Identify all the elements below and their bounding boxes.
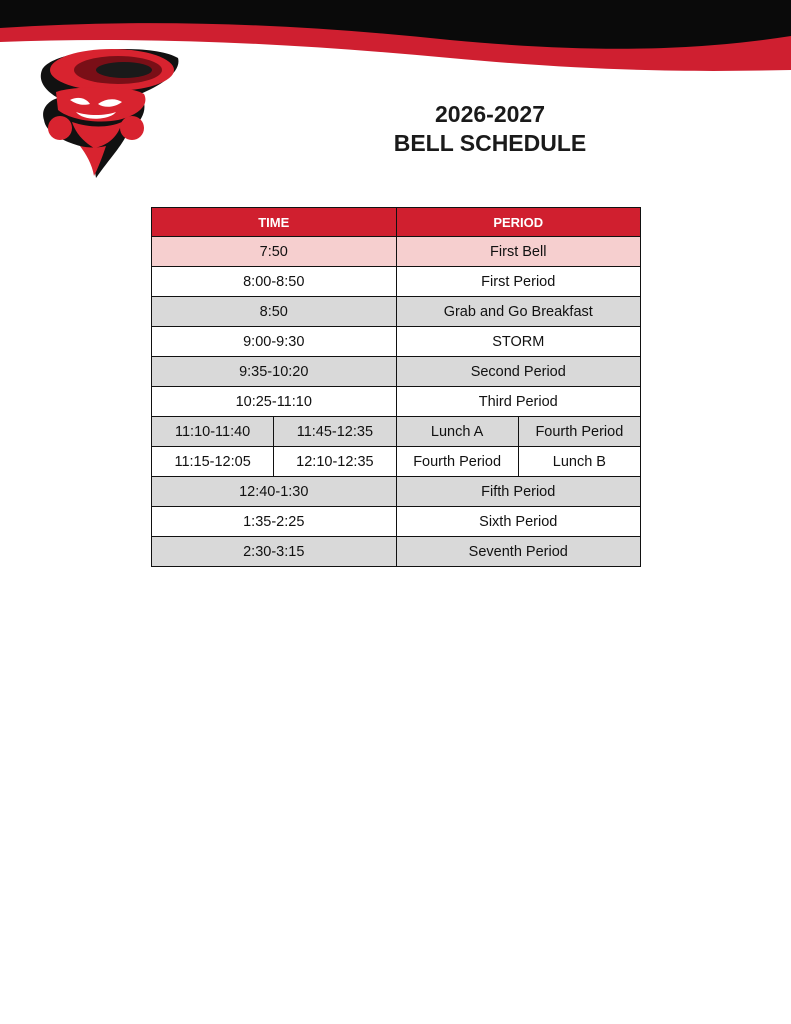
table-row-lunch-b	[152, 447, 641, 477]
period-cell: Fourth Period	[518, 417, 640, 447]
table-row	[152, 477, 641, 507]
time-cell: 1:35-2:25	[152, 507, 397, 537]
table-row	[152, 357, 641, 387]
period-cell: First Period	[396, 267, 641, 297]
page-title	[340, 100, 640, 158]
period-cell: Grab and Go Breakfast	[396, 297, 641, 327]
period-cell: Second Period	[396, 357, 641, 387]
period-cell: Seventh Period	[396, 537, 641, 567]
table-row	[152, 237, 641, 267]
period-cell: Lunch B	[518, 447, 640, 477]
bell-schedule-table	[151, 207, 641, 567]
time-cell: 8:00-8:50	[152, 267, 397, 297]
period-cell: Third Period	[396, 387, 641, 417]
period-cell: Fifth Period	[396, 477, 641, 507]
header-time: TIME	[152, 208, 397, 237]
table-row	[152, 267, 641, 297]
title-text: BELL SCHEDULE	[393, 130, 587, 156]
time-cell: 12:10-12:35	[274, 447, 396, 477]
table-row	[152, 537, 641, 567]
period-cell: Sixth Period	[396, 507, 641, 537]
title-year: 2026-2027	[435, 101, 545, 127]
table-row-lunch-a	[152, 417, 641, 447]
table-row	[152, 297, 641, 327]
period-cell: Fourth Period	[396, 447, 518, 477]
tornado-mascot-icon	[32, 42, 184, 182]
period-cell: First Bell	[396, 237, 641, 267]
table-row	[152, 387, 641, 417]
period-cell: STORM	[396, 327, 641, 357]
time-cell: 7:50	[152, 237, 397, 267]
time-cell: 11:45-12:35	[274, 417, 396, 447]
time-cell: 12:40-1:30	[152, 477, 397, 507]
time-cell: 9:00-9:30	[152, 327, 397, 357]
table-row	[152, 327, 641, 357]
time-cell: 10:25-11:10	[152, 387, 397, 417]
time-cell: 11:15-12:05	[152, 447, 274, 477]
time-cell: 2:30-3:15	[152, 537, 397, 567]
time-cell: 9:35-10:20	[152, 357, 397, 387]
period-cell: Lunch A	[396, 417, 518, 447]
header-period: PERIOD	[396, 208, 641, 237]
table-header-row	[152, 208, 641, 237]
time-cell: 11:10-11:40	[152, 417, 274, 447]
table-row	[152, 507, 641, 537]
time-cell: 8:50	[152, 297, 397, 327]
